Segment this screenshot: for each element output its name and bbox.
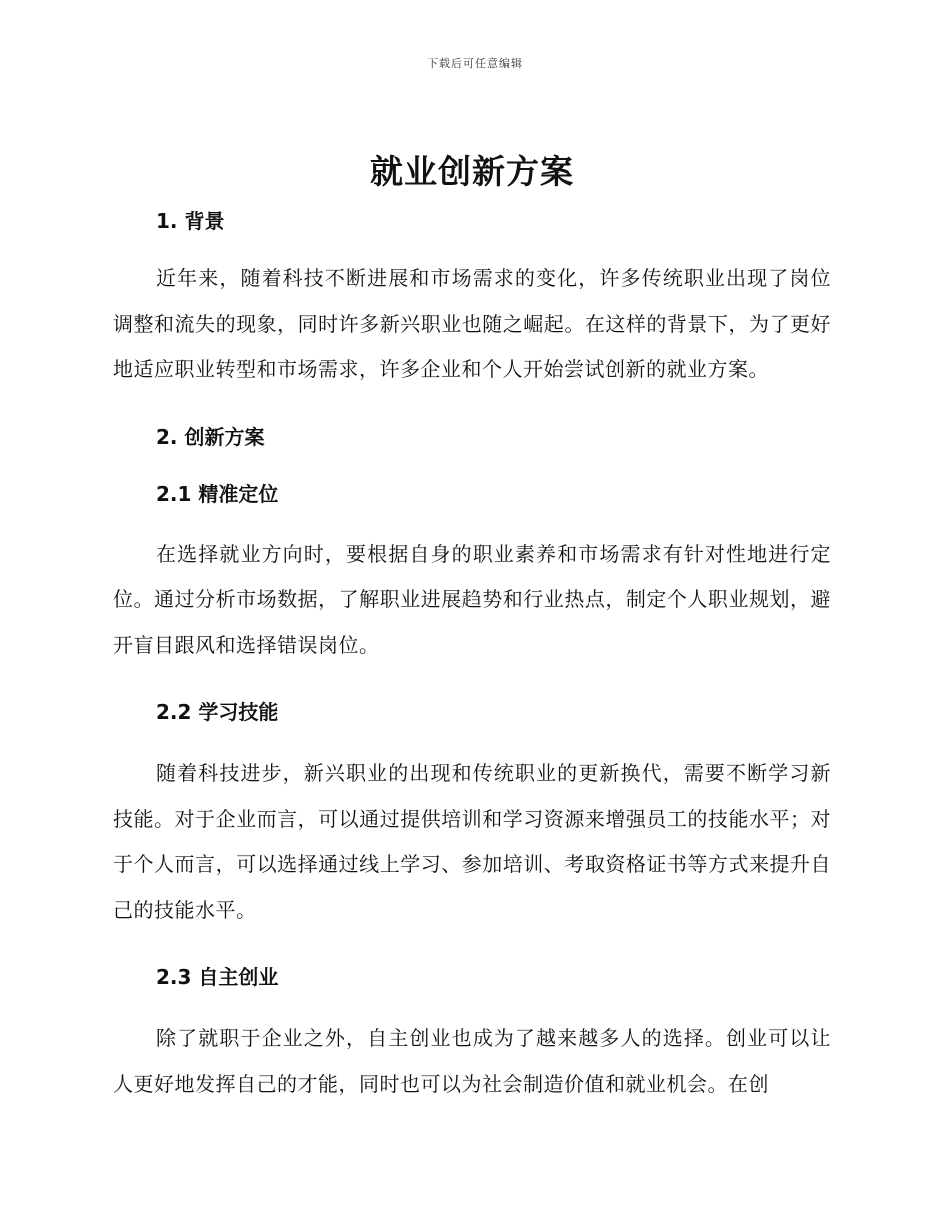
section-heading-background: 1. 背景 [156,209,225,233]
document-title: 就业创新方案 [370,152,574,191]
document-body [113,148,831,1107]
section-paragraph-learn-skills: 随着科技进步，新兴职业的出现和传统职业的更新换代，需要不断学习新技能。对于企业而言，可以通过提供培训和学习资源来增强员工的技能水平；对于个人而言，可以选择通过线上学习、参加培训、考取资格证书等方式来提升自己的技能水平。 [113,761,831,922]
section-paragraph-background: 近年来，随着科技不断进展和市场需求的变化，许多传统职业出现了岗位调整和流失的现象，同时许多新兴职业也随之崛起。在这样的背景下，为了更好地适应职业转型和市场需求，许多企业和个人开始尝试创新的就业方案。 [113,266,831,381]
section-heading-precise-positioning: 2.1 精准定位 [156,481,279,506]
section-paragraph-precise-positioning: 在选择就业方向时，要根据自身的职业素养和市场需求有针对性地进行定位。通过分析市场数据，了解职业进展趋势和行业热点，制定个人职业规划，避开盲目跟风和选择错误岗位。 [113,541,831,657]
section-heading-learn-skills: 2.2 学习技能 [156,700,279,724]
section-heading-innovation-plan: 2. 创新方案 [156,424,265,449]
section-paragraph-self-employment: 除了就职于企业之外，自主创业也成为了越来越多人的选择。创业可以让人更好地发挥自己的才能，同时也可以为社会制造价值和就业机会。在创 [113,1026,831,1096]
header-note: 下载后可任意编辑 [427,57,523,70]
section-heading-self-employment: 2.3 自主创业 [156,965,279,989]
